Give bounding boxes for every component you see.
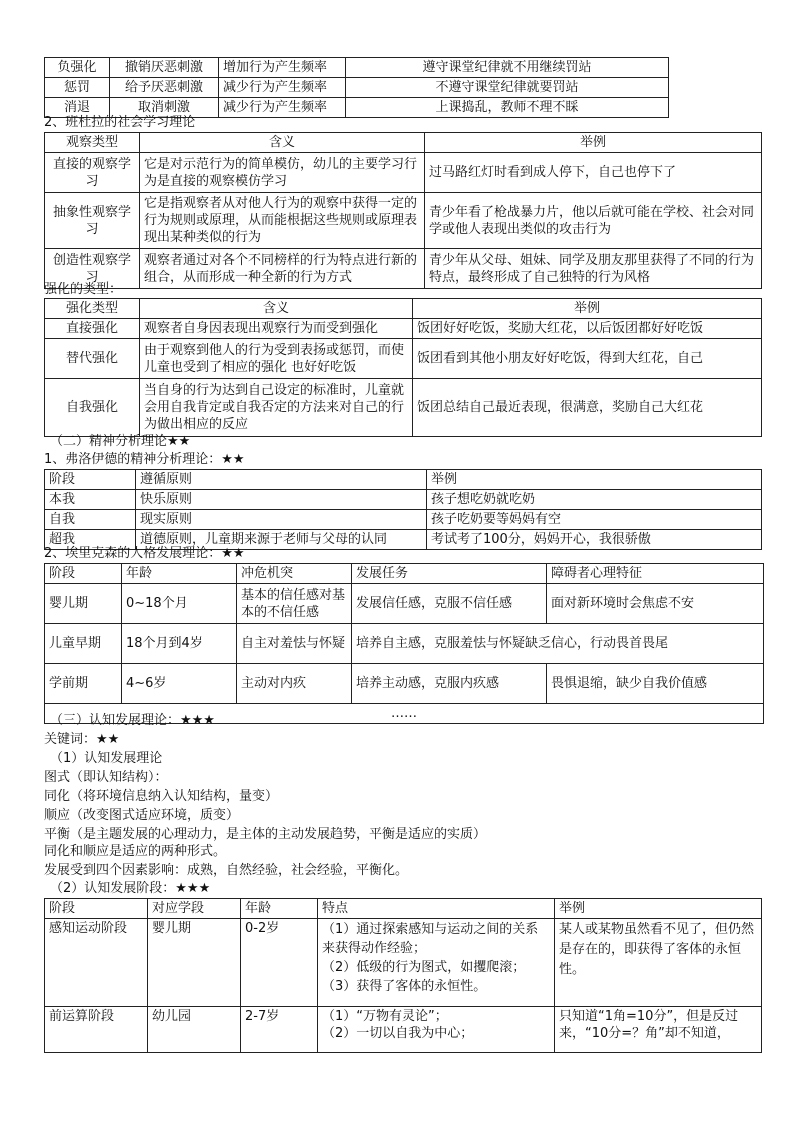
trait-line: （1）“万物有灵论”；	[322, 1009, 448, 1024]
table-header: 特点	[318, 899, 555, 919]
table-header: 举例	[427, 470, 762, 490]
table-header: 阶段	[45, 899, 148, 919]
table-header-row	[45, 133, 762, 153]
table-cell: 直接强化	[45, 319, 140, 339]
table-cell: 它是对示范行为的简单模仿，幼儿的主要学习行为是直接的观察模仿学习	[140, 153, 425, 193]
table-cell: 儿童早期	[45, 624, 122, 664]
table-cell: 自我	[45, 510, 136, 530]
table-cell: 过马路红灯时看到成人停下，自己也停下了	[425, 153, 762, 193]
table-row	[45, 624, 764, 664]
section-title: 强化的类型：	[44, 282, 123, 297]
section-title: 2、埃里克森的人格发展理论：★★	[44, 546, 245, 561]
table-cell: 它是指观察者从对他人行为的观察中获得一定的行为规则或原理，从而能根据这些规则或原理表现出某种类似的行为	[140, 193, 425, 249]
table-cell: 基本的信任感对基本的不信任感	[237, 584, 352, 624]
table-row	[45, 319, 762, 339]
table-cell: 撤销厌恶刺激	[110, 58, 219, 78]
table-cell: 孩子吃奶要等妈妈有空	[427, 510, 762, 530]
reinforcement-types-table	[44, 298, 762, 437]
table-cell: 青少年从父母、姐妹、同学及朋友那里获得了不同的行为特点，最终形成了自己独特的行为风格	[425, 249, 762, 289]
table-header: 冲危机突	[237, 564, 352, 584]
table-row	[45, 919, 762, 1007]
table-row	[45, 249, 762, 289]
erikson-table	[44, 563, 764, 724]
table-cell: 由于观察到他人的行为受到表扬或惩罚，而使儿童也受到了相应的强化 也好好吃饭	[140, 339, 413, 379]
table-header: 含义	[140, 299, 413, 319]
trait-line: （1）通过探索感知与运动之间的关系来获得动作经验；	[322, 922, 539, 956]
text-line: 平衡（是主题发展的心理动力，是主体的主动发展趋势，平衡是适应的实质）	[44, 827, 487, 842]
table-header-row	[45, 299, 762, 319]
table-header: 年龄	[241, 899, 318, 919]
table-row	[45, 58, 669, 78]
table-header: 观察类型	[45, 133, 140, 153]
table-cell: 孩子想吃奶就吃奶	[427, 490, 762, 510]
table-cell: 学前期	[45, 664, 122, 704]
table-header: 举例	[413, 299, 762, 319]
table-cell: 18个月到4岁	[122, 624, 237, 664]
trait-line: （3）获得了客体的永恒性。	[322, 979, 487, 994]
table-cell: 不遵守课堂纪律就要罚站	[346, 78, 669, 98]
table-cell: 当自身的行为达到自己设定的标准时，儿童就会用自我肯定或自我否定的方法来对自己的行为做出相应的反应	[140, 379, 413, 437]
table-cell: 0~18个月	[122, 584, 237, 624]
section-heading: （三）认知发展理论：★★★	[50, 713, 215, 728]
table-header: 含义	[140, 133, 425, 153]
table-row	[45, 510, 762, 530]
reinforcement-table	[44, 57, 669, 118]
section-title: 1、弗洛伊德的精神分析理论：★★	[44, 452, 245, 467]
table-cell: 饭团看到其他小朋友好好吃饭，得到大红花，自己	[413, 339, 762, 379]
table-cell: 道德原则，儿童期来源于老师与父母的认同	[136, 530, 427, 550]
table-cell: 上课捣乱，教师不理不睬	[346, 98, 669, 118]
table-header: 举例	[425, 133, 762, 153]
subsection-title: （1）认知发展理论	[50, 751, 163, 766]
text-line: 同化（将环境信息纳入认知结构，量变）	[44, 789, 279, 804]
table-row	[45, 1007, 762, 1053]
table-header: 阶段	[45, 470, 136, 490]
table-cell: 自我强化	[45, 379, 140, 437]
subsection-title: （2）认知发展阶段：★★★	[50, 881, 211, 896]
section-title: 2、班杜拉的社会学习理论	[44, 115, 196, 130]
table-cell: 惩罚	[45, 78, 110, 98]
table-cell: 减少行为产生频率	[219, 98, 346, 118]
trait-line: （2）一切以自我为中心；	[322, 1026, 474, 1041]
table-cell: 婴儿期	[148, 919, 241, 1007]
table-header: 对应学段	[148, 899, 241, 919]
table-cell: 超我	[45, 530, 136, 550]
table-cell: 感知运动阶段	[45, 919, 148, 1007]
bandura-table	[44, 132, 762, 289]
table-cell: 抽象性观察学习	[45, 193, 140, 249]
text-line: 图式（即认知结构）：	[44, 770, 168, 785]
table-header: 发展任务	[352, 564, 547, 584]
table-cell: 培养主动感，克服内疚感	[352, 664, 547, 704]
table-cell: 给予厌恶刺激	[110, 78, 219, 98]
text-line: 顺应（改变图式适应环境，质变）	[44, 808, 240, 823]
table-cell: 只知道“1角=10分”，但是反过来，“10分=？角”却不知道，	[555, 1007, 762, 1053]
table-cell: 幼儿园	[148, 1007, 241, 1053]
section-heading: （二）精神分析理论★★	[50, 434, 191, 449]
table-header: 举例	[555, 899, 762, 919]
table-row	[45, 584, 764, 624]
table-cell	[318, 1007, 555, 1053]
table-cell: 遵守课堂纪律就不用继续罚站	[346, 58, 669, 78]
table-cell: 面对新环境时会焦虑不安	[547, 584, 764, 624]
piaget-table	[44, 898, 762, 1053]
trait-line: （2）低级的行为图式，如攫爬滚；	[322, 960, 526, 975]
table-header: 遵循原则	[136, 470, 427, 490]
table-cell: 减少行为产生频率	[219, 78, 346, 98]
table-cell: 前运算阶段	[45, 1007, 148, 1053]
table-header: 阶段	[45, 564, 122, 584]
table-cell: 增加行为产生频率	[219, 58, 346, 78]
table-row	[45, 153, 762, 193]
table-cell: 观察者自身因表现出观察行为而受到强化	[140, 319, 413, 339]
table-row	[45, 193, 762, 249]
table-cell: 发展信任感，克服不信任感	[352, 584, 547, 624]
table-cell: 负强化	[45, 58, 110, 78]
freud-table	[44, 469, 762, 550]
table-cell: 婴儿期	[45, 584, 122, 624]
table-cell: 0-2岁	[241, 919, 318, 1007]
table-cell: 饭团总结自己最近表现，很满意，奖励自己大红花	[413, 379, 762, 437]
table-header-row	[45, 564, 764, 584]
table-cell: 消退	[45, 98, 110, 118]
table-row	[45, 490, 762, 510]
table-row	[45, 664, 764, 704]
table-header-row	[45, 899, 762, 919]
table-cell: 自主对羞怯与怀疑	[237, 624, 352, 664]
table-row	[45, 339, 762, 379]
table-cell: 考试考了100分，妈妈开心，我很骄傲	[427, 530, 762, 550]
table-cell: 培养自主感，克服羞怯与怀疑缺乏信心，行动畏首畏尾	[352, 624, 764, 664]
table-header-row	[45, 470, 762, 490]
table-cell: 创造性观察学习	[45, 249, 140, 289]
table-cell: 取消刺激	[110, 98, 219, 118]
table-cell: 青少年看了枪战暴力片，他以后就可能在学校、社会对同学或他人表现出类似的攻击行为	[425, 193, 762, 249]
table-cell: 畏惧退缩，缺少自我价值感	[547, 664, 764, 704]
keywords-line: 关键词：★★	[44, 732, 120, 747]
table-cell: 直接的观察学习	[45, 153, 140, 193]
table-cell: 替代强化	[45, 339, 140, 379]
table-cell	[318, 919, 555, 1007]
table-cell: 2-7岁	[241, 1007, 318, 1053]
table-header: 年龄	[122, 564, 237, 584]
table-header: 障碍者心理特征	[547, 564, 764, 584]
table-header: 强化类型	[45, 299, 140, 319]
table-cell: 观察者通过对各个不同榜样的行为特点进行新的组合，从而形成一种全新的行为方式	[140, 249, 425, 289]
ellipsis-cell: ……	[45, 704, 764, 724]
table-row	[45, 379, 762, 437]
table-row	[45, 78, 669, 98]
table-cell: 快乐原则	[136, 490, 427, 510]
table-cell: 本我	[45, 490, 136, 510]
table-cell: 主动对内疚	[237, 664, 352, 704]
table-cell: 现实原则	[136, 510, 427, 530]
table-cell: 4~6岁	[122, 664, 237, 704]
table-cell: 饭团好好吃饭，奖励大红花，以后饭团都好好吃饭	[413, 319, 762, 339]
table-cell: 某人或某物虽然看不见了，但仍然是存在的，即获得了客体的永恒性。	[555, 919, 762, 1007]
text-line: 发展受到四个因素影响：成熟，自然经验，社会经验，平衡化。	[44, 863, 409, 878]
text-line: 同化和顺应是适应的两种形式。	[44, 844, 227, 859]
